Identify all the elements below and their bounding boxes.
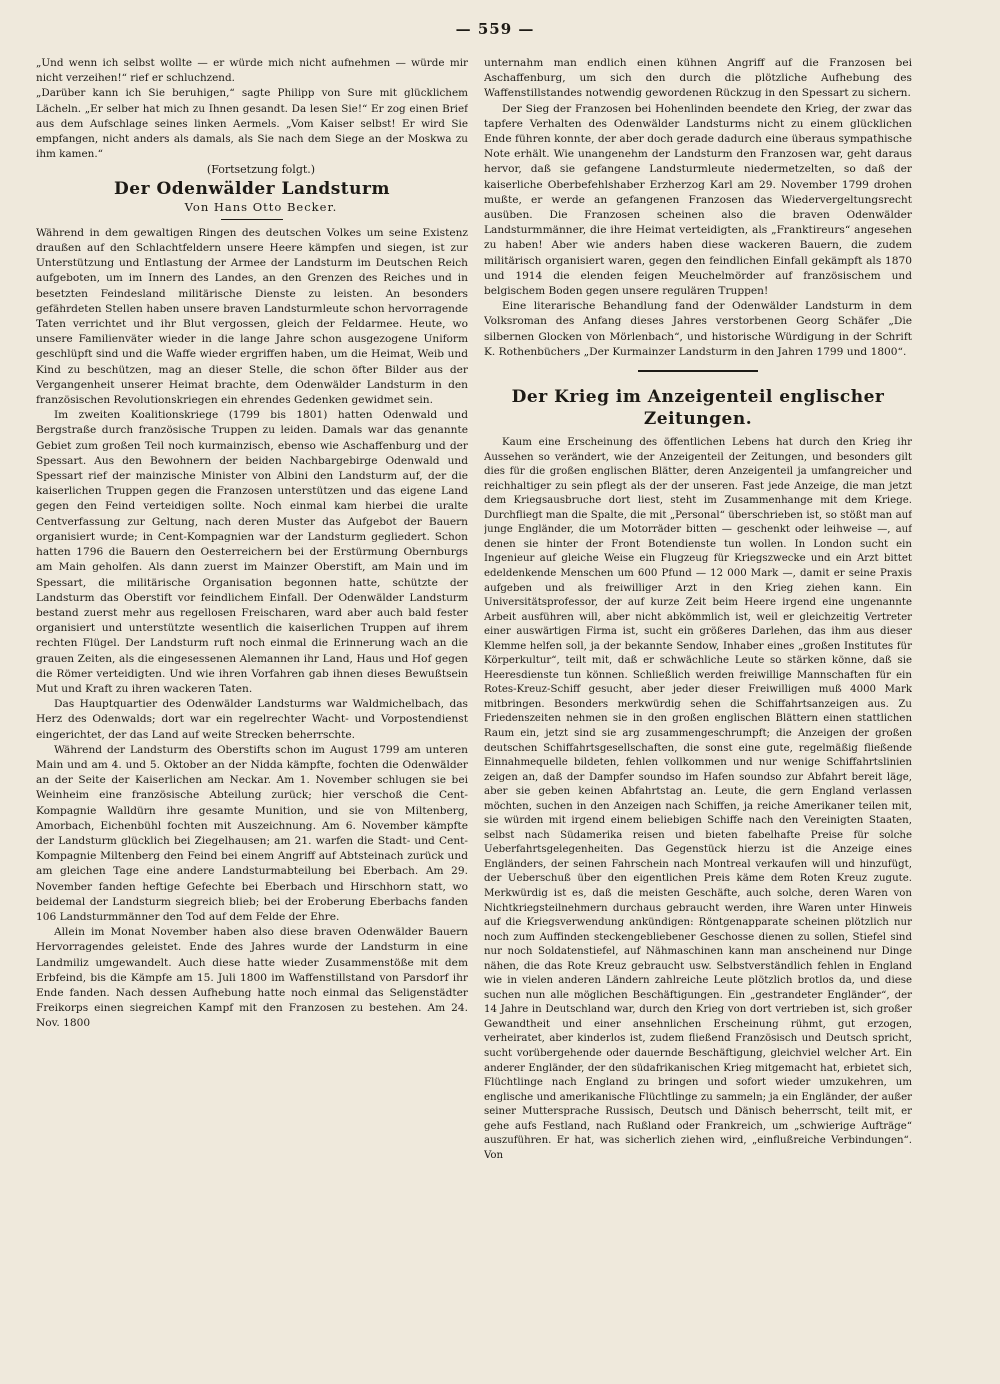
article-paragraph: Während in dem gewaltigen Ringen des deutschen Volkes um seine Existenz draußen auf den Schlachtfeldern unsere Heere kämpfen und siegen, ist zur Unterstützung und Entlastung der Armee der Landsturm im Deutschen Reich aufgeboten, um im Innern des Landes, an den Grenzen des Reiches und in besetzten Feindesland militärische Dienste zu leisten. An besonders gefährdeten Stellen haben unsere braven Landsturmleute schon hervorragende Taten verrichtet und ihr Blut vergossen, gleich der Feldarmee. Heute, wo unsere Familienväter wieder in die lange Jahre schon ausgezogene Uniform geschlüpft sind und die Waffe wieder ergriffen haben, um die Heimat, Weib und Kind zu beschützen, mag an dieser Stelle, die schon öfter Bilder aus der Vergangenheit unserer Heimat brachte, dem Odenwälder Landsturm in den französischen Revolutionskriegen ein ehrendes Gedenken gewidmet sein. [36, 226, 468, 407]
article-title: Der Odenwälder Landsturm [114, 178, 390, 199]
article-byline: Von Hans Otto Becker. [184, 199, 338, 214]
article-paragraph: Eine literarische Behandlung fand der Odenwälder Landsturm in dem Volksroman des Anfang dieses Jahres verstorbenen Georg Schäfer „Die silbernen Glocken von Mörlenbach“, und historische Würdigung in der Schrift K. Rothenbüchers „Der Kurmainzer Landsturm in den Jahren 1799 und 1800“. [484, 300, 912, 358]
article-paragraph: Während der Landsturm des Oberstifts schon im August 1799 am unteren Main und am 4. und 5. Oktober an der Nidda kämpfte, fochten die Odenwälder an der Seite der Kaiserlichen am Neckar. Am 1. November schlugen sie bei Weinheim eine französische Abteilung zurück; hier verschoß die Cent-Kompagnie Walldürn ihre gesamte Munition, und sie von Miltenberg, Amorbach, Eichenbühl fochten mit Auszeichnung. Am 6. November kämpfte der Landsturm glücklich bei Ziegelhausen; am 21. warfen die Stadt- und Cent-Kompagnie Miltenberg den Feind bei einem Angriff auf Abtsteinach zurück und am gleichen Tage eine andere Landsturmabteilung bei Eberbach. Am 29. November fanden heftige Gefechte bei Eberbach und Hirschhorn statt, wo beidemal der Landsturm siegreich blieb; bei der Eroberung Eberbachs fanden 106 Landsturmmänner den Tod auf dem Felde der Ehre. [36, 743, 468, 923]
serial-story-continuation [36, 56, 468, 162]
section-divider [638, 370, 758, 372]
continuation-note: (Fortsetzung folgt.) [206, 163, 316, 177]
article2-body [484, 436, 912, 1163]
article-paragraph: Im zweiten Koalitionskriege (1799 bis 1801) hatten Odenwald und Bergstraße durch französische Truppen zu leiden. Damals war das genannte Gebiet zum großen Teil noch kurmainzisch, ebenso wie Aschaffenburg und der Spessart. Aus den Bewohnern der beiden Nachbargebirge Odenwald und Spessart rief der mainzische Minister von Albini den Landsturm auf, der die kaiserlichen Truppen gegen die Franzosen unterstützen und das eigene Land gegen den Feind verteidigen sollte. Noch einmal kam hierbei die uralte Centverfassung zur Geltung, nach deren Muster das Aufgebot der Bauern organisiert wurde; in Cent-Kompagnien war der Landsturm gegliedert. Schon hatten 1796 die Bauern den Oesterreichern bei der Erstürmung Obernburgs am Main geholfen. Als dann zuerst im Mainzer Oberstift, am Main und im Spessart, die militärische Organisation begonnen hatte, schützte der Landsturm das Oberstift vor feindlichem Einfall. Der Odenwälder Landsturm bestand zuerst mehr aus regellosen Freischaren, ward aber auch bald fester organisiert und unterstützte wesentlich die kaiserlichen Truppen auf ihrem rechten Flügel. Der Landsturm ruft noch einmal die Erinnerung wach an die grauen Zeiten, als die eingesessenen Alemannen ihr Land, Haus und Hof gegen die Römer verteidigten. Und wie ihren Vorfahren gab ihnen dieses Bewußtsein Mut und Kraft zu ihren wackeren Taten. [36, 409, 468, 695]
byline-rule [221, 219, 283, 220]
article2-title: Der Krieg im Anzeigenteil englischer Zeitungen. [511, 387, 885, 430]
page-number: — 559 — [455, 20, 535, 38]
left-column [36, 56, 468, 1374]
right-column [484, 56, 912, 1374]
story-paragraph: „Darüber kann ich Sie beruhigen,“ sagte Philipp von Sure mit glücklichem Lächeln. „Er selber hat mich zu Ihnen gesandt. Da lesen Sie!“ Er zog einen Brief aus dem Aufschlage seines linken Aermels. „Vom Kaiser selbst! Er wird Sie empfangen, nicht anders als damals, als Sie nach dem Siege an der Moskwa zu ihm kamen.“ [36, 87, 468, 161]
article-paragraph: unternahm man endlich einen kühnen Angriff auf die Franzosen bei Aschaffenburg, um sich den durch die plötzliche Aufhebung des Waffenstillstandes notwendig gewordenen Rückzug in den Spessart zu sichern. [484, 57, 912, 100]
article-paragraph: Der Sieg der Franzosen bei Hohenlinden beendete den Krieg, der zwar das tapfere Verhalten des Odenwälder Landsturms nicht zu einem glücklichen Ende führen konnte, der aber doch gerade dadurch eine überaus sympathische Note erhält. Wie unangenehm der Landsturm den Franzosen war, geht daraus hervor, daß sie gefangene Landsturmleute niedermetzelten, so daß der kaiserliche Oberbefehlshaber Erzherzog Karl am 29. November 1799 drohen mußte, er werde an gefangenen Franzosen das Wiedervergeltungsrecht ausüben. Die Franzosen scheinen also die braven Odenwälder Landsturmmänner, die ihre Heimat verteidigten, als „Franktireurs“ angesehen zu haben! Aber wie anders haben diese wackeren Bauern, die zudem militärisch organisiert waren, gegen den feindlichen Einfall gekämpft als 1870 und 1914 die elenden feigen Meuchelmörder auf französischem und belgischem Boden gegen unsere regulären Truppen! [484, 102, 912, 298]
article-paragraph: Das Hauptquartier des Odenwälder Landsturms war Waldmichelbach, das Herz des Odenwalds; dort war ein regelrechter Wacht- und Vorpostendienst eingerichtet, der das Land auf weite Strecken beherrschte. [36, 698, 468, 741]
story-paragraph: „Und wenn ich selbst wollte — er würde mich nicht aufnehmen — würde mir nicht verzeihen!“ rief er schluchzend. [36, 57, 468, 85]
article2-paragraph: Kaum eine Erscheinung des öffentlichen Lebens hat durch den Krieg ihr Aussehen so verändert, wie der Anzeigenteil der Zeitungen, und besonders gilt dies für die großen englischen Blätter, deren Anzeigenteil ja umfangreicher und reichhaltiger zu sein pflegt als der der unseren. Fast jede Anzeige, die man jetzt dem Kriegsausbruche dort liest, steht im Zusammenhange mit dem Kriege. Durchfliegt man die Spalte, die mit „Personal“ überschrieben ist, so stößt man auf junge Engländer, die um Motorräder bitten — geschenkt oder leihweise —, auf denen sie hinter der Front Botendienste tun wollen. In London sucht ein Ingenieur auf gleiche Weise ein Flugzeug für Kriegszwecke und ein Arzt bittet edeldenkende Menschen um 600 Pfund — 12 000 Mark —, damit er seine Praxis aufgeben und als freiwilliger Arzt in den Krieg ziehen kann. Ein Universitätsprofessor, der auf kurze Zeit beim Heere irgend eine ungenannte Arbeit ausführen will, aber nicht abkömmlich ist, weil er gleichzeitig Vertreter einer auswärtigen Firma ist, sucht ein größeres Darlehen, das ihm aus dieser Klemme helfen soll, ja der bekannte Sendow, Inhaber eines „großen Institutes für Körperkultur“, teilt mit, daß er schwächliche Leute so stärken könne, daß sie Heeresdienste tun können. Schließlich werden freiwillige Mannschaften für ein Rotes-Kreuz-Schiff gesucht, aber jeder dieser Freiwilligen muß 4000 Mark mitbringen. Besonders merkwürdig sehen die Schiffahrtsanzeigen aus. Zu Friedenszeiten nehmen sie in den großen englischen Blättern einen stattlichen Raum ein, jetzt sind sie arg zusammengeschrumpft; die Anzeigen der großen deutschen Schiffahrtsgesellschaften, die sonst eine gute, regelmäßig fließende Einnahmequelle bildeten, fehlen vollkommen und nur wenige Schiffahrtslinien zeigen an, daß der Dampfer soundso im Hafen soundso zur Abfahrt bereit läge, aber sie geben keinen Abfahrtstag an. Leute, die gern England verlassen möchten, suchen in den Anzeigen nach Schiffen, ja reiche Amerikaner teilen mit, sie würden mit irgend einem beliebigen Schiffe nach den Vereinigten Staaten, selbst nach Südamerika reisen und bieten fabelhafte Preise für solche Ueberfahrtsgelegenheiten. Das Gegenstück hierzu ist die Anzeige eines Engländers, der seinen Fahrschein nach Montreal verkaufen will und hinzufügt, der Ueberschuß über den eigentlichen Preis käme dem Roten Kreuz zugute. Merkwürdig ist es, daß die meisten Geschäfte, auch solche, deren Waren von Nichtkriegsteilnehmern durchaus gebraucht werden, ihre Waren unter Hinweis auf die Kriegsverwendung ankündigen: Röntgenapparate scheinen plötzlich nur noch zum Auffinden steckengebliebener Geschosse dienen zu sollen, Stiefel sind nur noch Soldatenstiefel, auf Nähmaschinen kann man anscheinend nur Dinge nähen, die das Rote Kreuz gebraucht usw. Selbstverständlich fehlen in England wie in vielen anderen Ländern zahlreiche Leute plötzlich brotlos da, und diese suchen nun alle möglichen Beschäftigungen. Ein „gestrandeter Engländer“, der 14 Jahre in Deutschland war, durch den Krieg von dort vertrieben ist, sich großer Gewandtheit und einer ansehnlichen Erscheinung rühmt, gut erzogen, verheiratet, aber kinderlos ist, zudem fließend Französisch und Deutsch spricht, sucht vorübergehende oder dauernde Beschäftigung, gleichviel welcher Art. Ein anderer Engländer, der den südafrikanischen Krieg mitgemacht hat, erbietet sich, Flüchtlinge nach England zu bringen und sofort wieder umzukehren, um englische und amerikanische Flüchtlinge zu sammeln; ja ein Engländer, der außer seiner Muttersprache Russisch, Deutsch und Dänisch beherrscht, teilt mit, er gehe aufs Festland, nach Rußland oder Frankreich, um „schwierige Aufträge“ auszuführen. Er hat, was sicherlich ziehen wird, „einflußreiche Verbindungen“. Von [484, 437, 912, 1161]
article-paragraph: Allein im Monat November haben also diese braven Odenwälder Bauern Hervorragendes geleistet. Ende des Jahres wurde der Landsturm in eine Landmiliz umgewandelt. Auch diese hatte wieder Zusammenstöße mit dem Erbfeind, bis die Kämpfe am 15. Juli 1800 im Waffenstillstand von Parsdorf ihr Ende fanden. Nach dessen Aufhebung hatte noch einmal das Seligenstädter Freikorps einen siegreichen Kampf mit den Franzosen zu bestehen. Am 24. Nov. 1800 [36, 926, 468, 1030]
